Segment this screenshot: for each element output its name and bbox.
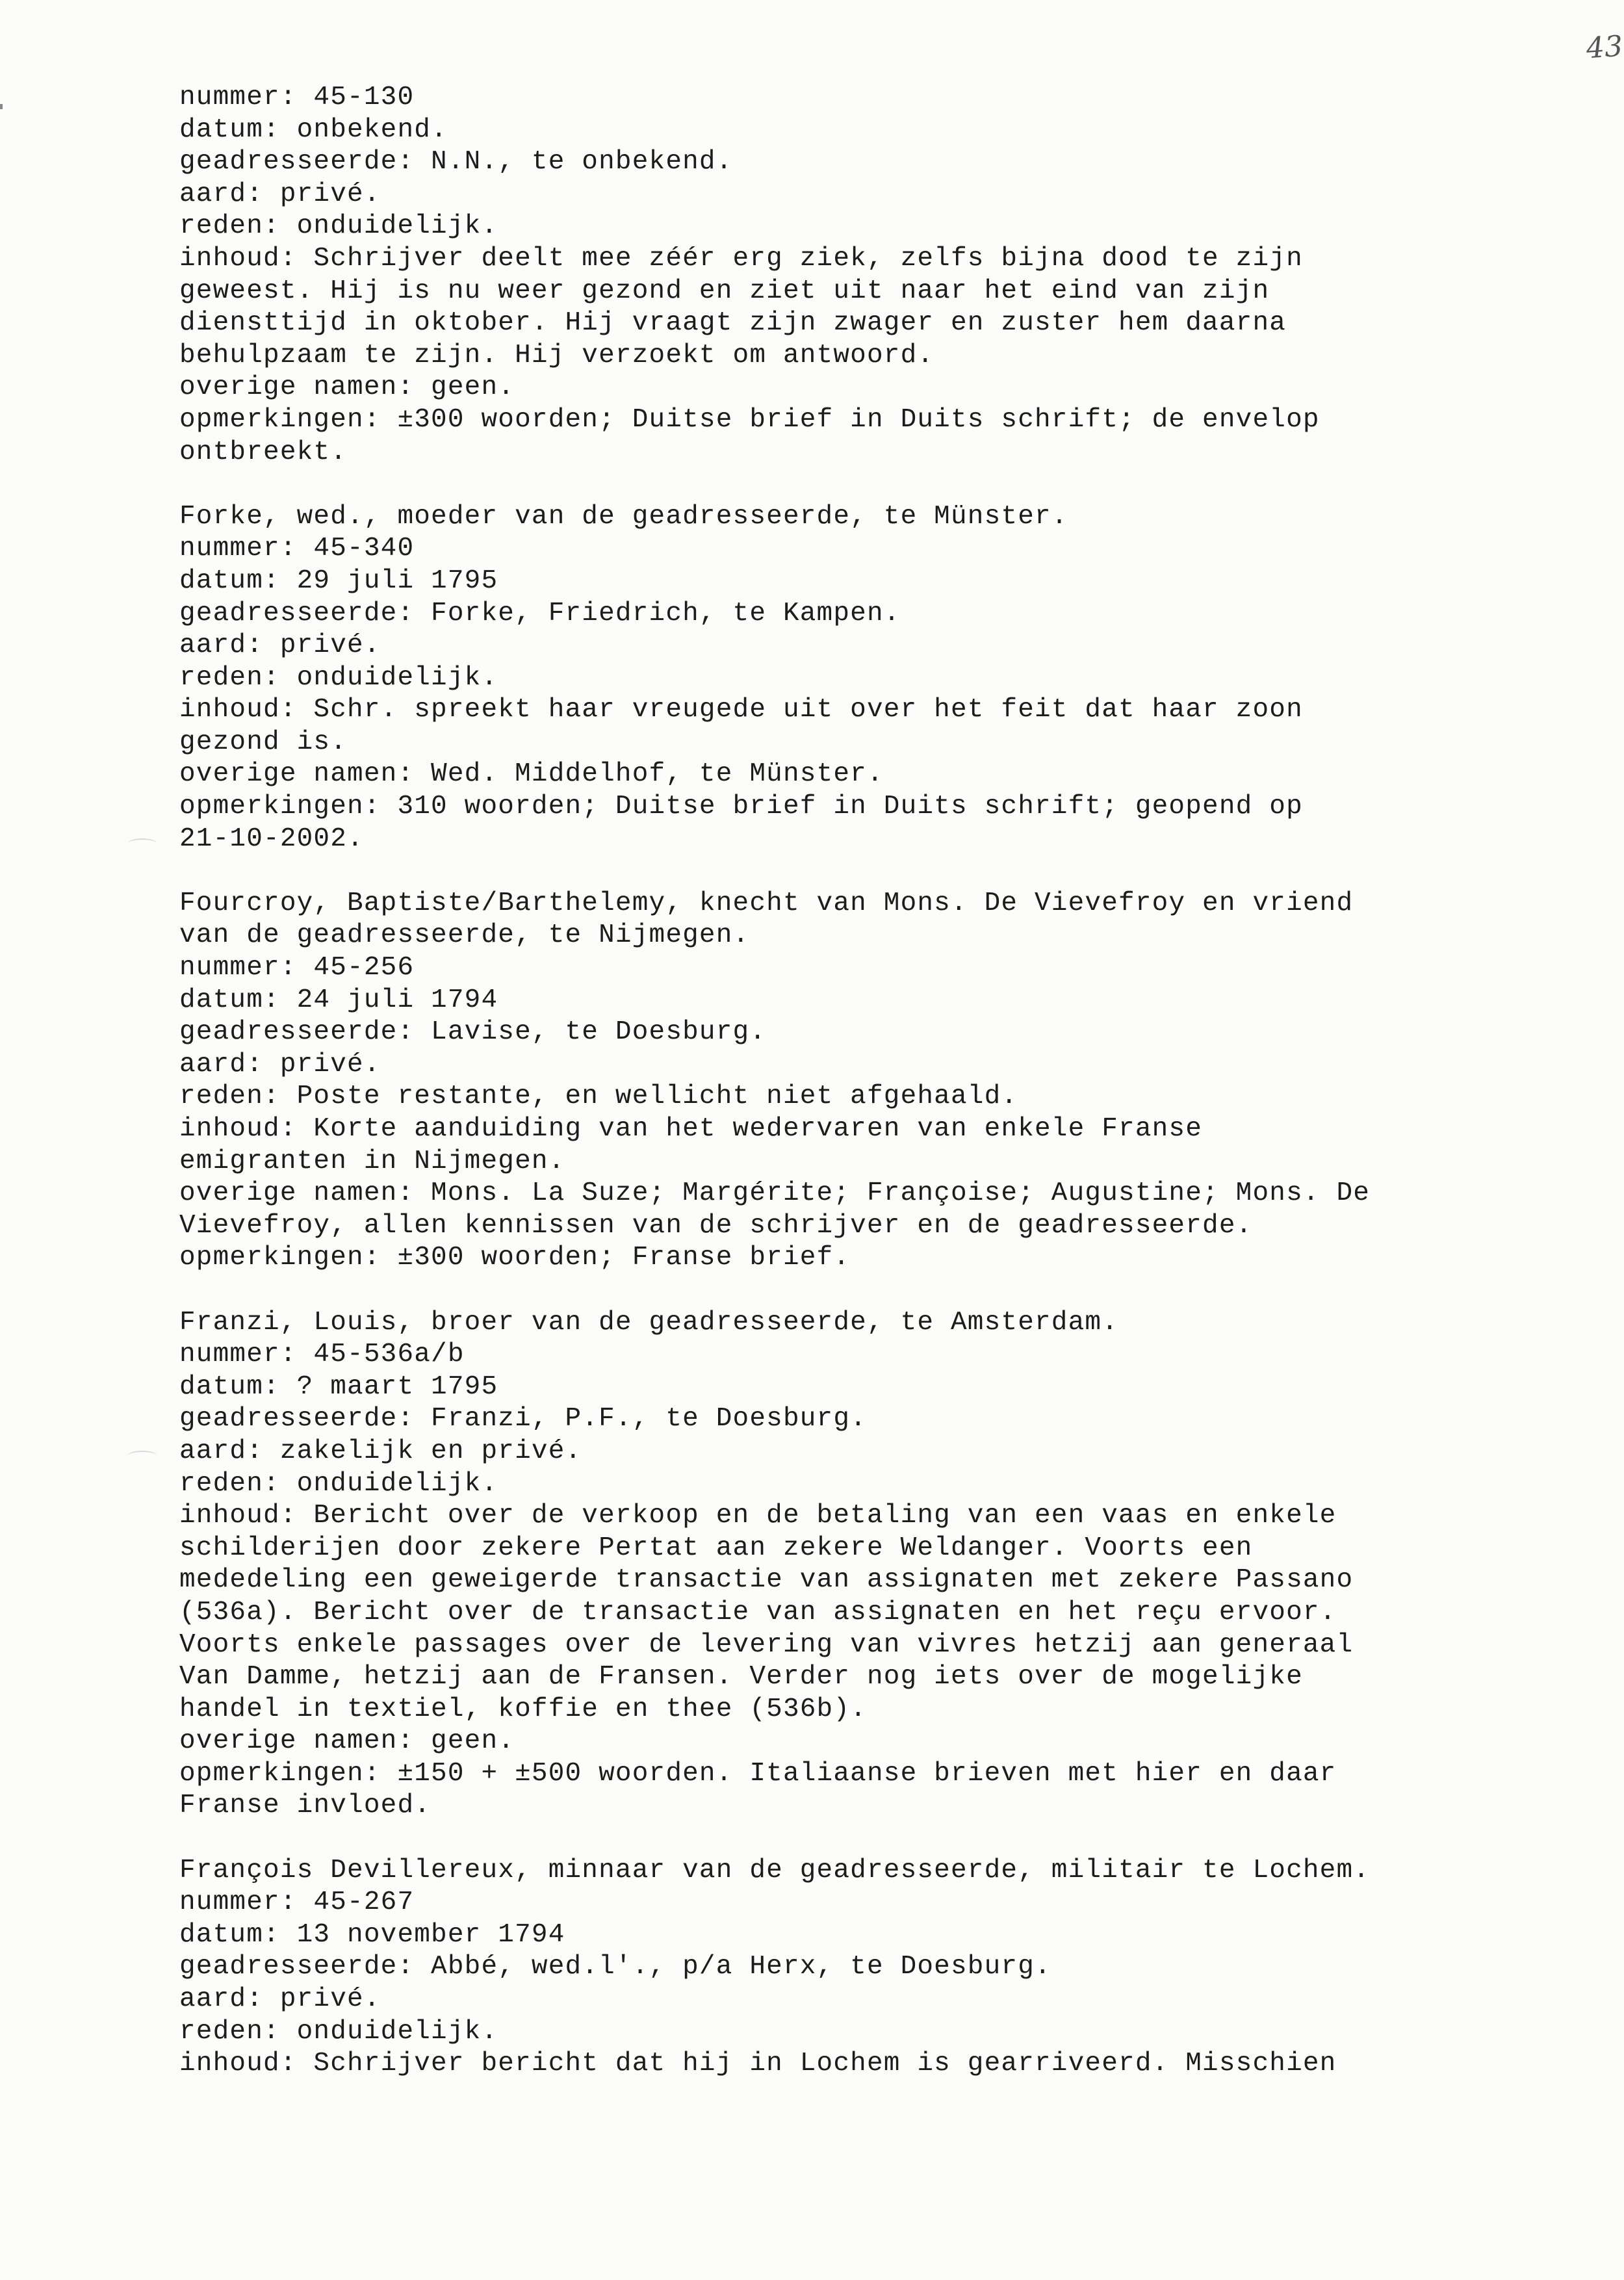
text-line: aard: privé. — [179, 179, 381, 209]
text-line: mededeling een geweigerde transactie van assignaten met zekere Passano — [179, 1565, 1354, 1596]
text-line: reden: onduidelijk. — [179, 662, 498, 693]
entry-gap — [179, 1275, 1479, 1307]
letter-index-text — [179, 82, 1479, 2080]
text-line: geadresseerde: Lavise, te Doesburg. — [179, 1017, 767, 1048]
text-line: datum: 13 november 1794 — [179, 1919, 565, 1950]
text-line: reden: onduidelijk. — [179, 2016, 498, 2047]
text-line: nummer: 45-130 — [179, 83, 415, 112]
text-line: (536a). Bericht over de transactie van assignaten en het reçu ervoor. — [179, 1597, 1337, 1627]
text-line: nummer: 45-340 — [179, 534, 415, 564]
text-line: opmerkingen: ±300 woorden; Franse brief. — [179, 1243, 851, 1273]
text-line: diensttijd in oktober. Hij vraagt zijn zwager en zuster hem daarna — [179, 308, 1287, 339]
text-line: opmerkingen: ±300 woorden; Duitse brief in Duits schrift; de envelop — [179, 404, 1320, 435]
text-line: ontbreekt. — [179, 437, 348, 467]
text-line: overige namen: Mons. La Suze; Margérite; Françoise; Augustine; Mons. De — [179, 1178, 1371, 1209]
text-line: datum: onbekend. — [179, 114, 448, 145]
edge-mark — [0, 104, 3, 109]
text-line: emigranten in Nijmegen. — [179, 1146, 565, 1176]
text-line: nummer: 45-536a/b — [179, 1340, 465, 1370]
scan-mark — [127, 1451, 157, 1461]
text-line: aard: privé. — [179, 630, 381, 661]
text-line: geadresseerde: Abbé, wed.l'., p/a Herx, te Doesburg. — [179, 1952, 1051, 1982]
scan-mark — [127, 838, 157, 849]
text-line: inhoud: Korte aanduiding van het wedervaren van enkele Franse — [179, 1114, 1203, 1144]
text-line: inhoud: Schr. spreekt haar vreugede uit over het feit dat haar zoon — [179, 695, 1303, 725]
text-line: schilderijen door zekere Pertat aan zekere Weldanger. Voorts een — [179, 1533, 1253, 1563]
text-line: reden: onduidelijk. — [179, 1468, 498, 1499]
text-line: Franzi, Louis, broer van de geadresseerde, te Amsterdam. — [179, 1307, 1119, 1338]
text-line: van de geadresseerde, te Nijmegen. — [179, 920, 750, 951]
text-line: overige namen: geen. — [179, 1726, 515, 1757]
entry-gap — [179, 469, 1479, 501]
text-line: geweest. Hij is nu weer gezond en ziet uit naar het eind van zijn — [179, 276, 1270, 306]
text-line: aard: privé. — [179, 1984, 381, 2015]
text-line: François Devillereux, minnaar van de geadresseerde, militair te Lochem. — [179, 1855, 1371, 1885]
text-line: Van Damme, hetzij aan de Fransen. Verder nog iets over de mogelijke — [179, 1662, 1303, 1692]
text-line: Franse invloed. — [179, 1791, 432, 1821]
entry-gap — [179, 855, 1479, 888]
text-line: Forke, wed., moeder van de geadresseerde, te Münster. — [179, 501, 1068, 532]
text-line: nummer: 45-256 — [179, 953, 415, 983]
text-line: datum: ? maart 1795 — [179, 1371, 498, 1402]
text-line: geadresseerde: N.N., te onbekend. — [179, 147, 733, 177]
text-line: reden: Poste restante, en wellicht niet afgehaald. — [179, 1082, 1018, 1112]
text-line: inhoud: Bericht over de verkoop en de betaling van een vaas en enkele — [179, 1501, 1337, 1531]
text-line: gezond is. — [179, 727, 348, 757]
text-line: Fourcroy, Baptiste/Barthelemy, knecht van Mons. De Vievefroy en vriend — [179, 888, 1354, 918]
text-line: 21-10-2002. — [179, 823, 364, 854]
text-line: nummer: 45-267 — [179, 1887, 415, 1918]
text-line: Voorts enkele passages over de levering van vivres hetzij aan generaal — [179, 1629, 1354, 1660]
page-number: 43 — [1585, 29, 1624, 66]
text-line: overige namen: geen. — [179, 372, 515, 403]
text-line: opmerkingen: ±150 + ±500 woorden. Italiaanse brieven met hier en daar — [179, 1758, 1337, 1789]
text-line: inhoud: Schrijver deelt mee zéér erg ziek, zelfs bijna dood te zijn — [179, 243, 1303, 274]
text-line: reden: onduidelijk. — [179, 211, 498, 242]
text-line: aard: privé. — [179, 1049, 381, 1080]
entry-gap — [179, 1822, 1479, 1855]
text-line: overige namen: Wed. Middelhof, te Münster. — [179, 759, 884, 790]
text-line: Vievefroy, allen kennissen van de schrijver en de geadresseerde. — [179, 1210, 1253, 1241]
text-line: datum: 24 juli 1794 — [179, 985, 498, 1015]
text-line: aard: zakelijk en privé. — [179, 1436, 582, 1466]
text-line: opmerkingen: 310 woorden; Duitse brief in Duits schrift; geopend op — [179, 792, 1303, 822]
text-line: datum: 29 juli 1795 — [179, 565, 498, 596]
text-line: behulpzaam te zijn. Hij verzoekt om antwoord. — [179, 340, 934, 370]
text-line: geadresseerde: Franzi, P.F., te Doesburg. — [179, 1404, 867, 1434]
text-line: handel in textiel, koffie en thee (536b). — [179, 1694, 867, 1724]
text-line: inhoud: Schrijver bericht dat hij in Lochem is gearriveerd. Misschien — [179, 2049, 1337, 2079]
text-line: geadresseerde: Forke, Friedrich, te Kampen. — [179, 598, 901, 628]
